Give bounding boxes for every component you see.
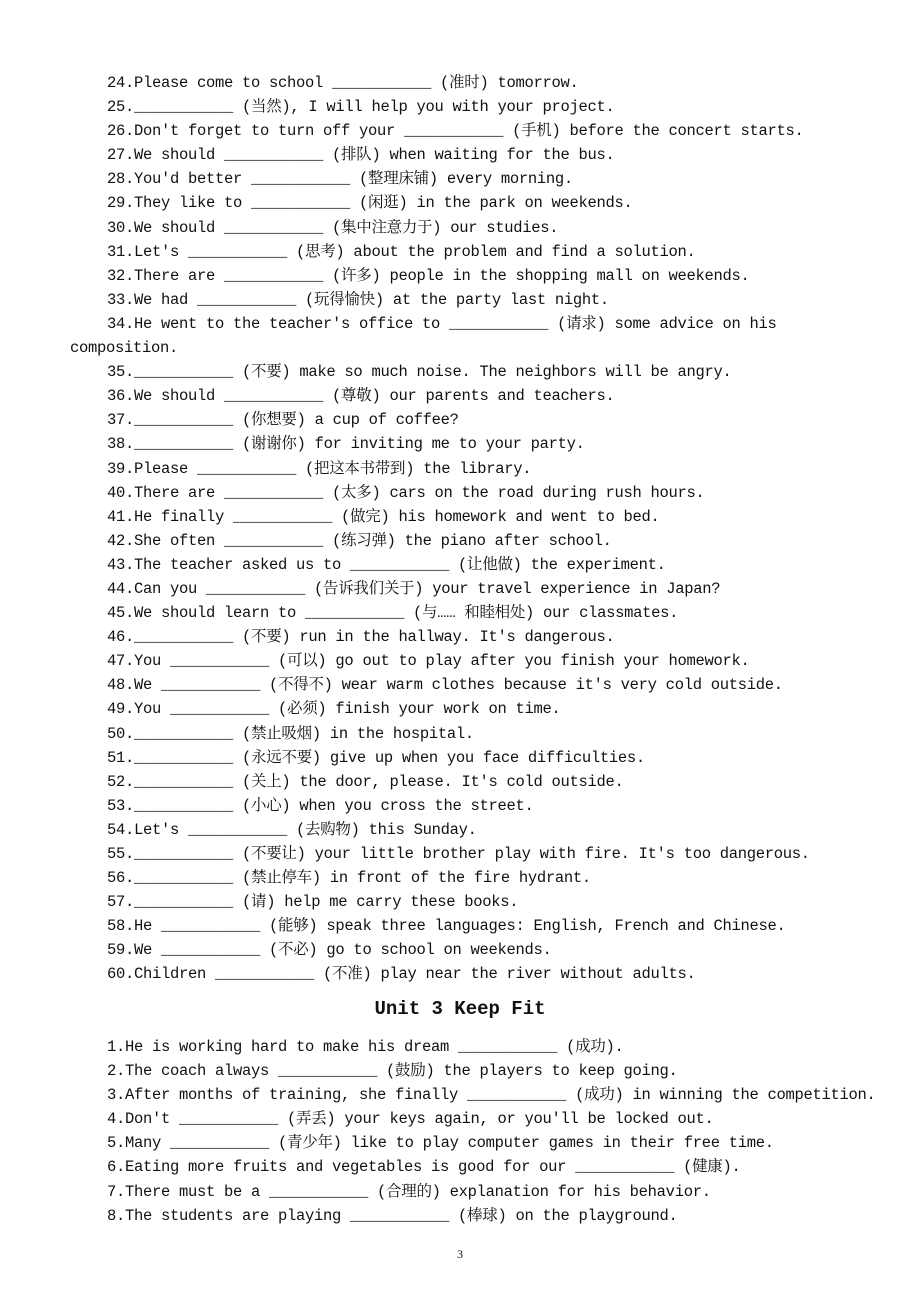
- exercise-item: 42.She often ___________ (练习弹) the piano after school.: [107, 531, 612, 550]
- exercise-item: 27.We should ___________ (排队) when waiting for the bus.: [107, 146, 615, 165]
- exercise-item: 49.You ___________ (必须) finish your work on time.: [107, 700, 561, 719]
- exercise-item: 30.We should ___________ (集中注意力于) our studies.: [107, 218, 559, 237]
- exercise-item: 56.___________ (禁止停车) in front of the fire hydrant.: [107, 869, 591, 888]
- exercise-item: 4.Don't ___________ (弄丢) your keys again, or you'll be locked out.: [107, 1110, 714, 1129]
- exercise-item: 50.___________ (禁止吸烟) in the hospital.: [107, 724, 474, 743]
- exercise-item: 6.Eating more fruits and vegetables is good for our ___________ (健康).: [107, 1158, 741, 1177]
- exercise-item: 2.The coach always ___________ (鼓励) the players to keep going.: [107, 1062, 678, 1081]
- exercise-item: 47.You ___________ (可以) go out to play after you finish your homework.: [107, 652, 750, 671]
- exercise-item: 28.You'd better ___________ (整理床铺) every morning.: [107, 170, 573, 189]
- exercise-item: 24.Please come to school ___________ (准时) tomorrow.: [107, 74, 579, 92]
- exercise-item: 38.___________ (谢谢你) for inviting me to your party.: [107, 435, 585, 454]
- exercise-item: 41.He finally ___________ (做完) his homework and went to bed.: [107, 507, 660, 526]
- exercise-item: 36.We should ___________ (尊敬) our parents and teachers.: [107, 387, 615, 406]
- exercise-list-unit2: [70, 71, 850, 987]
- exercise-list-unit3: [70, 1035, 920, 1228]
- exercise-item: 58.He ___________ (能够) speak three languages: English, French and Chinese.: [107, 917, 786, 936]
- exercise-item: 45.We should learn to ___________ (与…… 和睦相处) our classmates.: [107, 604, 679, 623]
- exercise-item: 1.He is working hard to make his dream ___________ (成功).: [107, 1038, 624, 1056]
- exercise-item: 29.They like to ___________ (闲逛) in the park on weekends.: [107, 194, 633, 213]
- exercise-item: 33.We had ___________ (玩得愉快) at the party last night.: [107, 290, 609, 309]
- exercise-item: 59.We ___________ (不必) go to school on weekends.: [107, 941, 552, 960]
- exercise-item: 39.Please ___________ (把这本书带到) the library.: [107, 459, 532, 478]
- exercise-item: 3.After months of training, she finally ___________ (成功) in winning the competition.: [107, 1086, 876, 1105]
- exercise-item: 40.There are ___________ (太多) cars on the road during rush hours.: [107, 483, 705, 502]
- exercise-item: 5.Many ___________ (青少年) like to play computer games in their free time.: [107, 1134, 774, 1153]
- exercise-item: 53.___________ (小心) when you cross the street.: [107, 796, 534, 815]
- exercise-item: 7.There must be a ___________ (合理的) explanation for his behavior.: [107, 1182, 711, 1201]
- exercise-item: 46.___________ (不要) run in the hallway. It's dangerous.: [107, 628, 615, 647]
- section-title: Unit 3 Keep Fit: [374, 998, 546, 1020]
- exercise-item: 60.Children ___________ (不准) play near the river without adults.: [107, 965, 696, 984]
- exercise-item: 48.We ___________ (不得不) wear warm clothes because it's very cold outside.: [107, 676, 783, 695]
- exercise-item: 51.___________ (永远不要) give up when you face difficulties.: [107, 748, 645, 767]
- exercise-item: 26.Don't forget to turn off your ___________ (手机) before the concert starts.: [107, 122, 804, 141]
- exercise-item: 44.Can you ___________ (告诉我们关于) your travel experience in Japan?: [107, 579, 721, 598]
- exercise-item: 31.Let's ___________ (思考) about the problem and find a solution.: [107, 242, 696, 261]
- exercise-item: 32.There are ___________ (许多) people in the shopping mall on weekends.: [107, 266, 750, 285]
- exercise-item: 54.Let's ___________ (去购物) this Sunday.: [107, 820, 477, 839]
- exercise-item: 8.The students are playing ___________ (棒球) on the playground.: [107, 1206, 678, 1225]
- exercise-item: 34.He went to the teacher's office to ___________ (请求) some advice on his composition.: [70, 314, 777, 358]
- page-number: 3: [457, 1247, 463, 1261]
- exercise-item: 57.___________ (请) help me carry these books.: [107, 893, 519, 912]
- exercise-item: 25.___________ (当然), I will help you with your project.: [107, 98, 615, 117]
- exercise-item: 55.___________ (不要让) your little brother play with fire. It's too dangerous.: [107, 845, 810, 863]
- exercise-item: 52.___________ (关上) the door, please. It's cold outside.: [107, 772, 624, 791]
- exercise-item: 35.___________ (不要) make so much noise. The neighbors will be angry.: [107, 363, 732, 382]
- exercise-item: 43.The teacher asked us to ___________ (让他做) the experiment.: [107, 555, 666, 574]
- exercise-item: 37.___________ (你想要) a cup of coffee?: [107, 411, 459, 430]
